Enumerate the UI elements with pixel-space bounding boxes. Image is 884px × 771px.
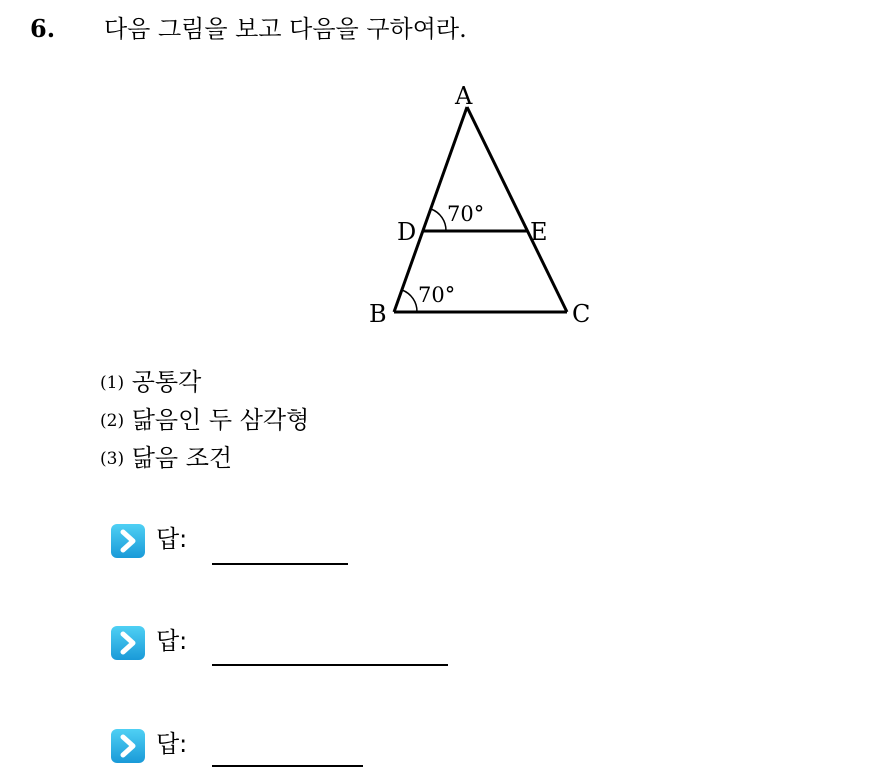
answer-blank-2[interactable] <box>212 664 448 666</box>
answer-blank-3[interactable] <box>212 765 363 767</box>
chevron-right-icon <box>110 728 146 764</box>
chevron-right-icon <box>110 523 146 559</box>
sub-question-marker: (1) <box>100 373 125 393</box>
angle-label-ade: 70° <box>447 202 485 226</box>
sub-question-text: 닮음 조건 <box>131 444 233 472</box>
answer-row-1 <box>110 523 370 559</box>
chevron-right-icon <box>110 625 146 661</box>
question-prompt: 다음 그림을 보고 다음을 구하여라. <box>104 15 467 43</box>
answer-row-3 <box>110 728 390 764</box>
vertex-label-d: D <box>397 218 417 246</box>
answer-label: 답: <box>156 525 188 553</box>
vertex-label-c: C <box>572 300 591 328</box>
vertex-label-b: B <box>369 300 387 328</box>
sub-question-marker: (3) <box>100 449 125 469</box>
sub-question-1 <box>100 367 201 398</box>
vertex-label-e: E <box>530 218 548 246</box>
answer-label: 답: <box>156 627 188 655</box>
sub-question-3 <box>100 443 232 474</box>
angle-arc-d <box>431 209 446 231</box>
vertex-label-a: A <box>455 82 473 110</box>
sub-question-marker: (2) <box>100 411 125 431</box>
question-number: 6. <box>30 14 56 43</box>
answer-label: 답: <box>156 730 188 758</box>
sub-question-text: 공통각 <box>131 368 202 396</box>
answer-blank-1[interactable] <box>212 563 348 565</box>
angle-label-abc: 70° <box>418 283 456 307</box>
angle-arc-b <box>402 290 417 312</box>
answer-row-2 <box>110 625 470 661</box>
sub-question-text: 닮음인 두 삼각형 <box>131 406 310 434</box>
sub-question-2 <box>100 405 309 436</box>
